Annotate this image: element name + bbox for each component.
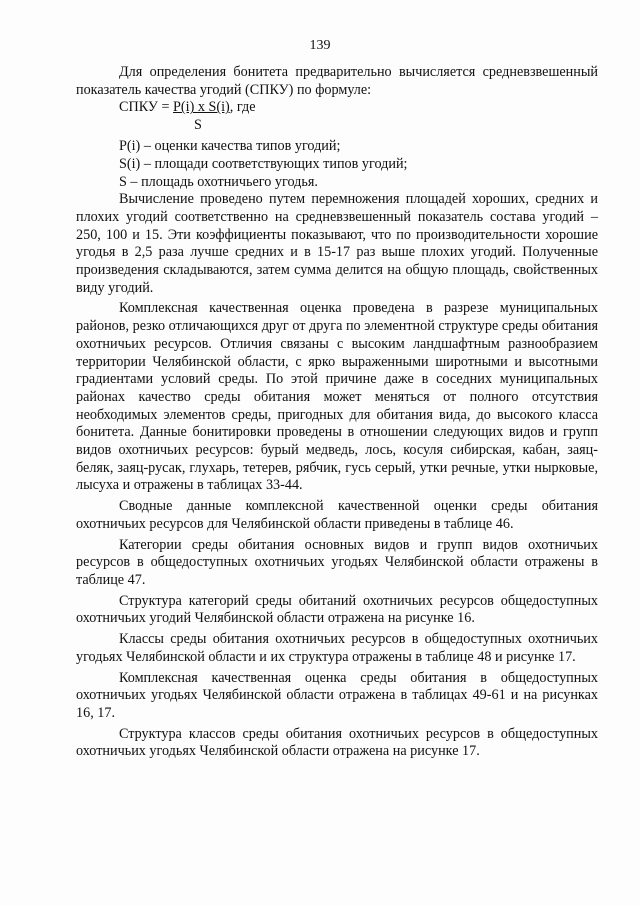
paragraph: Классы среды обитания охотничьих ресурсов в общедоступных охотничьих угодьях Челябинской области и их структура отражены в таблице 48 и рисунке 17.: [76, 631, 598, 665]
formula-lhs: СПКУ =: [119, 99, 174, 116]
paragraph: Структура классов среды обитания охотничьих ресурсов в общедоступных охотничьих угодьях Челябинской области отражена на рисунке 17.: [76, 725, 598, 760]
legend-item: S(i) – площади соответствующих типов угодий;: [119, 155, 408, 172]
formula-denominator: S: [194, 117, 202, 134]
formula-suffix: , где: [229, 99, 256, 116]
paragraph: Комплексная качественная оценка проведена в разрезе муниципальных районов, резко отличающихся друг от друга по элементной структуре среды обитания охотничьих ресурсов. Отличия связаны с высоким ландшафтным разнообразием территории Челябинской области, с ярко выраженными широтными и высотными градиентами условий среды. По этой причине даже в соседних муниципальных районах качество среды обитания может меняться от полного отсутствия необходимых элементов среды, пригодных для обитания вида, до высокого класса бонитета. Данные бонитировки проведены в отношении следующих видов и групп видов охотничьих ресурсов: бурый медведь, лось, косуля сибирская, кабан, заяц-беляк, заяц-русак, глухарь, тетерев, рябчик, гусь серый, утки речные, утки нырковые, лысуха и отражены в таблицах 33-44.: [76, 300, 598, 494]
paragraph: Категории среды обитания основных видов и групп видов охотничьих ресурсов в общедоступных охотничьих угодьях Челябинской области отражены в таблице 47.: [76, 536, 598, 588]
formula: [76, 99, 598, 117]
paragraph: Структура категорий среды обитаний охотничьих ресурсов общедоступных охотничьих угодий Челябинской области отражена на рисунке 16.: [76, 592, 598, 627]
legend-item: P(i) – оценки качества типов угодий;: [119, 138, 341, 155]
paragraph: Сводные данные комплексной качественной оценки среды обитания охотничьих ресурсов для Челябинской области приведены в таблице 46.: [76, 498, 598, 532]
body-text: [76, 64, 598, 761]
paragraph: Вычисление проведено путем перемножения площадей хороших, средних и плохих угодий соответственно на средневзвешенный показатель состава угодий – 250, 100 и 15. Эти коэффициенты показывают, что по производительности хорошие угодья в 2,5 раза лучше средних и в 15-17 раз выше плохих угодий. Полученные произведения складываются, затем сумма делится на общую площадь, свойственных виду угодий.: [76, 191, 598, 296]
intro-paragraph: Для определения бонитета предварительно вычисляется средневзвешенный показатель качества угодий (СПКУ) по формуле:: [76, 64, 598, 98]
page-number: 139: [309, 38, 331, 53]
paragraph: Комплексная качественная оценка среды обитания в общедоступных охотничьих угодьях Челябинской области отражена в таблицах 49-61 и на рисунках 16, 17.: [76, 669, 598, 721]
legend-item: S – площадь охотничьего угодья.: [119, 173, 318, 190]
formula-numerator: P(i) x S(i): [173, 99, 230, 116]
